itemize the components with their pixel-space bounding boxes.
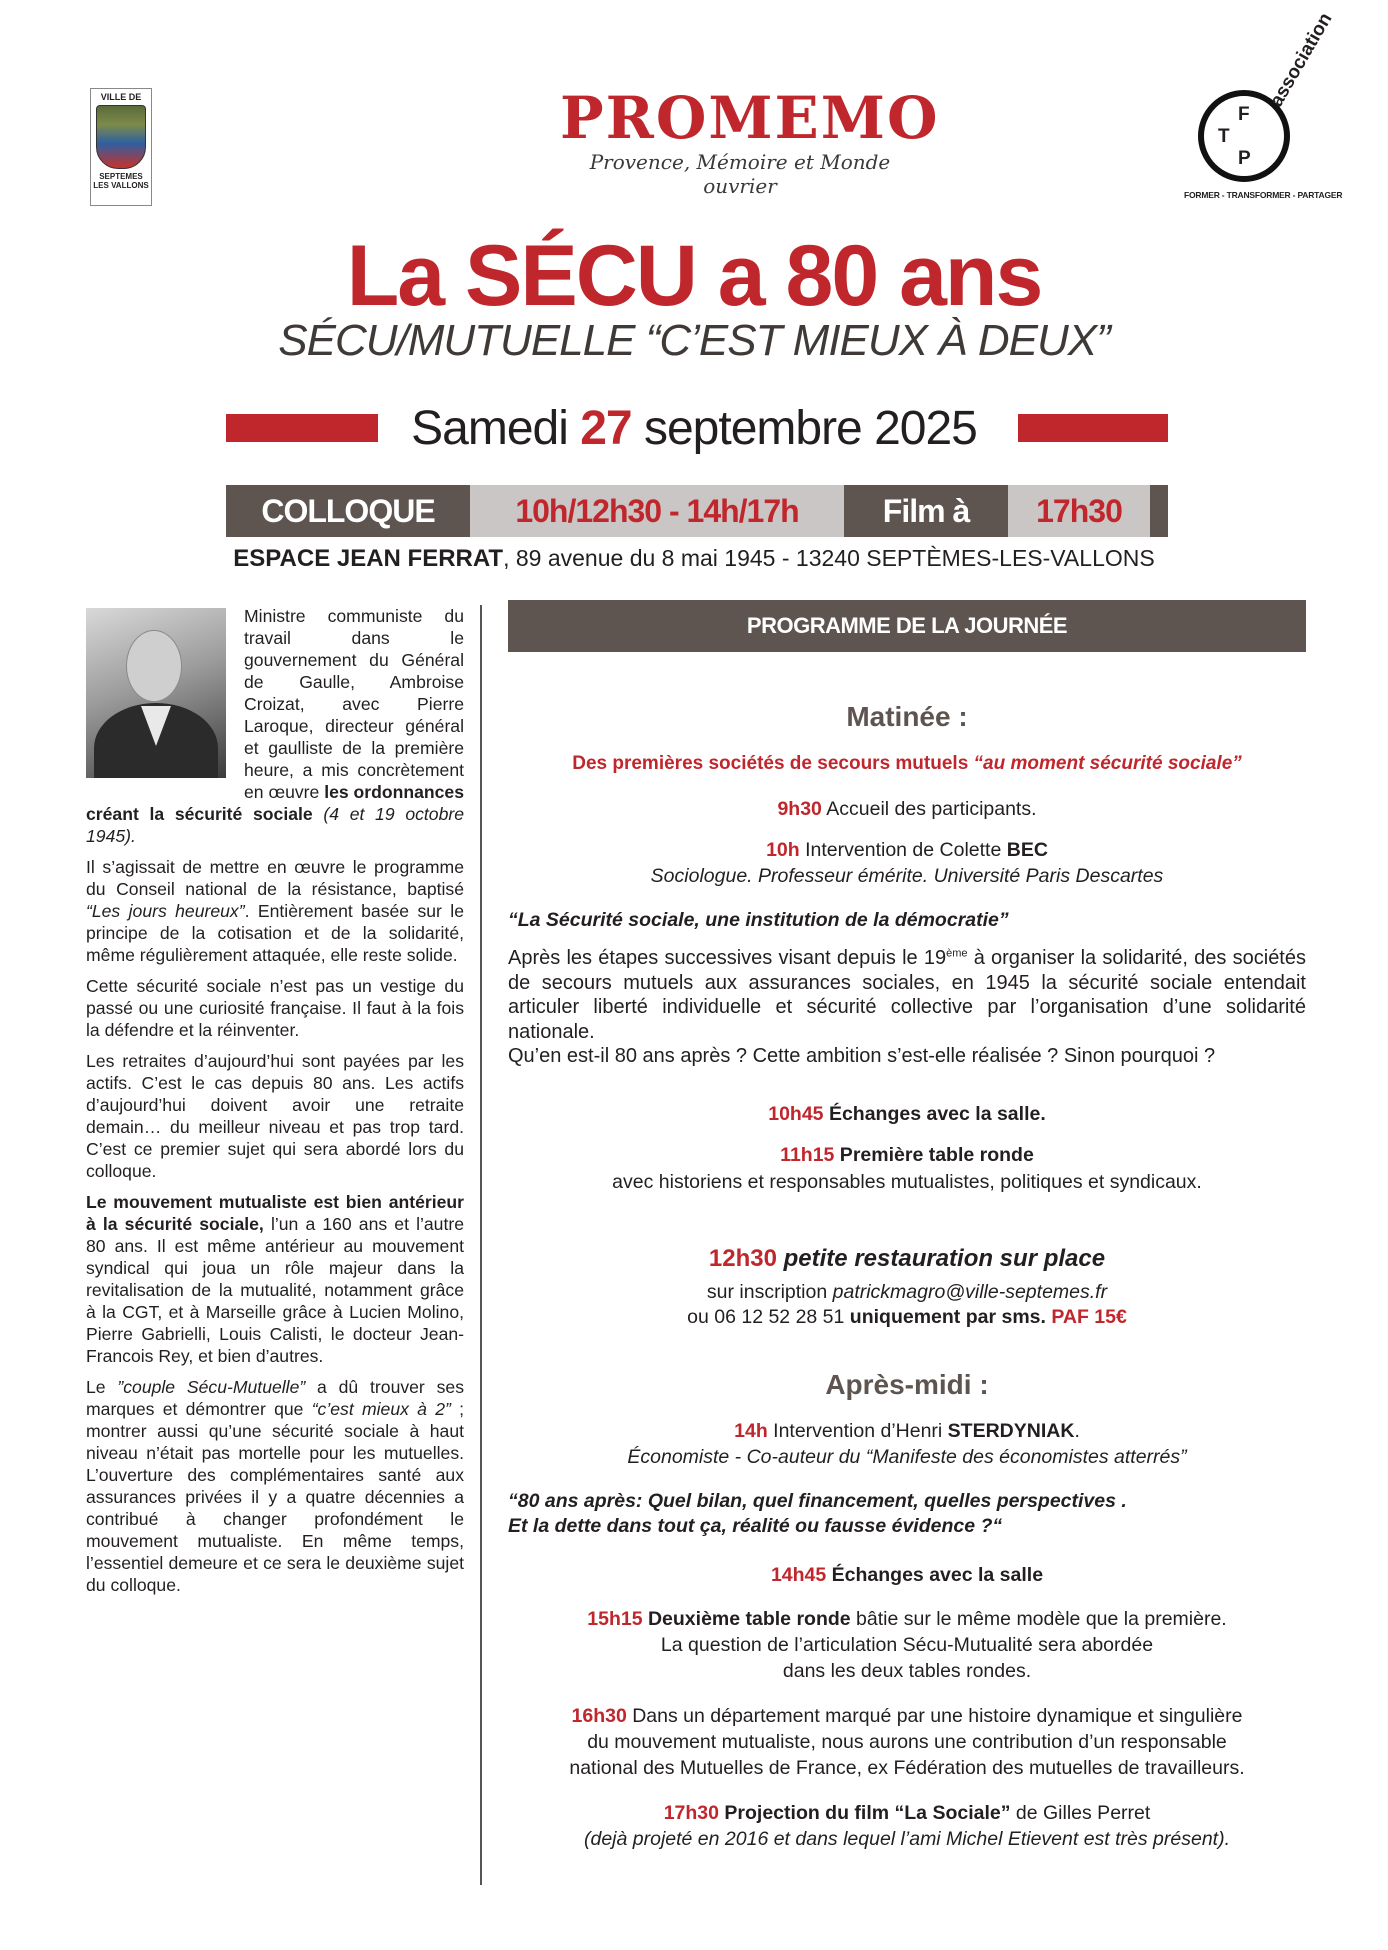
p5-text: l’un a 160 ans et l’autre 80 ans. Il est même antérieur au mouvement syndical qui joua un rôle majeur dans la revitalisation de la mutualité, notamment grâce à la CGT, et à Marseille grâce à Lucien Molino, Pierre Gabrielli, Louis Calisti, le docteur Jean-Francois Rey, et bien d’autres.: [86, 1214, 464, 1366]
echanges-2-text: Échanges avec la salle: [826, 1564, 1044, 1586]
phone-number: ou 06 12 52 28 51: [687, 1306, 850, 1328]
time-10h: 10h: [766, 839, 800, 861]
echanges-1-text: Échanges avec la salle.: [823, 1103, 1046, 1125]
sterdyniak-dot: .: [1074, 1420, 1080, 1442]
matinee-subtitle: [508, 752, 1306, 776]
film-director: de Gilles Perret: [1010, 1802, 1151, 1824]
venue-street: , 89 avenue du 8 mai 1945 - 13240 SEPTÈMES-LES-VALLONS: [503, 545, 1155, 571]
item-mutuelles: [508, 1704, 1306, 1728]
ftp-circle-icon: [1198, 9, 1337, 182]
p6-c: a dû trouver ses marques et démontrer que: [86, 1377, 464, 1419]
date-month-year: septembre 2025: [631, 402, 977, 455]
left-paragraph-3: Cette sécurité sociale n’est pas un vestige du passé ou une curiosité française. Il faut à la fois la défendre et la réinventer.: [86, 976, 464, 1040]
inscription-text: sur inscription: [706, 1281, 833, 1303]
film-bold: Projection du film: [719, 1802, 895, 1824]
time-10h45: 10h45: [768, 1103, 824, 1125]
schedule-bar: [226, 485, 1168, 537]
bec-name: BEC: [1006, 839, 1048, 861]
promemo-name: PROMEMO: [560, 84, 940, 152]
ftp-letter-f: F: [1238, 104, 1250, 125]
schedule-end-cap: [1150, 485, 1168, 537]
ftp-letter-p: P: [1238, 148, 1251, 169]
film-label: Film à: [844, 485, 1008, 537]
item-film: [508, 1801, 1306, 1825]
ville-logo-top-text: VILLE DE: [100, 92, 142, 102]
ftp-letter-t: T: [1218, 126, 1230, 147]
item-intervention-bec: [508, 838, 1306, 862]
program-heading: PROGRAMME DE LA JOURNÉE: [508, 600, 1306, 652]
left-paragraph-2: [86, 856, 464, 966]
item-table-ronde-2: [508, 1607, 1306, 1631]
matinee-heading: Matinée :: [846, 701, 968, 732]
left-column: [86, 605, 464, 1605]
quote-2: [508, 1489, 1306, 1538]
time-9h30: 9h30: [777, 798, 822, 820]
quote-1: “La Sécurité sociale, une institution de la démocratie”: [508, 909, 1009, 931]
date-weekday: Samedi: [411, 402, 581, 455]
time-16h30: 16h30: [571, 1705, 627, 1727]
ftp-association-label: association: [1266, 9, 1337, 111]
sterdyniak-text: Intervention d’Henri: [767, 1420, 948, 1442]
portrait-head: [126, 630, 182, 702]
p2-text: Il s’agissait de mettre en œuvre le programme du Conseil national de la résistance, baptisé: [86, 857, 464, 899]
p1-dates: (4 et 19 octobre 1945).: [86, 804, 464, 846]
time-17h30: 17h30: [663, 1802, 719, 1824]
quote-2-line-1: “80 ans après: Quel bilan, quel financement, quelles perspectives .: [508, 1490, 1127, 1512]
table-ronde-2-line-2: La question de l’articulation Sécu-Mutualité sera abordée: [660, 1634, 1154, 1656]
time-14h: 14h: [734, 1420, 768, 1442]
table-ronde-2-text: bâtie sur le même modèle que la première.: [850, 1608, 1227, 1630]
sterdyniak-name: STERDYNIAK: [947, 1420, 1075, 1442]
p5-bold: Le mouvement mutualiste est bien antérieur à la sécurité sociale,: [86, 1192, 464, 1234]
sms-only: uniquement par sms.: [849, 1306, 1046, 1328]
table-ronde-2-bold: Deuxième table ronde: [642, 1608, 851, 1630]
promemo-tagline: Provence, Mémoire et Monde ouvrier: [589, 150, 891, 198]
film-note: (dejà projeté en 2016 et dans lequel l’ami Michel Etievent est très présent).: [583, 1828, 1231, 1850]
page-title: La SÉCU a 80 ans: [346, 228, 1042, 324]
coat-of-arms-icon: [96, 105, 146, 169]
item-intervention-sterdyniak: [508, 1419, 1306, 1443]
colloque-label: COLLOQUE: [226, 485, 470, 537]
venue-name: ESPACE JEAN FERRAT: [233, 545, 504, 572]
venue-address: [0, 543, 1388, 574]
event-date: [0, 400, 1388, 458]
para1-a: Après les étapes successives visant depuis le 19: [508, 947, 947, 969]
matinee-sub-a: Des premières sociétés de secours mutuels: [572, 753, 974, 774]
date-row: [0, 400, 1388, 460]
item-accueil: [508, 797, 1306, 821]
item-echanges-2: [508, 1563, 1306, 1587]
bec-text: Intervention de Colette: [799, 839, 1007, 861]
restauration-text: petite restauration sur place: [776, 1245, 1106, 1272]
table-ronde-1-text: Première table ronde: [834, 1144, 1034, 1166]
left-paragraph-4: Les retraites d’aujourd’hui sont payées par les actifs. C’est le cas depuis 80 ans. Les actifs d’aujourd’hui doivent avoir une retraite demain… du meilleur niveau et pas trop tard. C’est ce premier sujet qui sera abordé lors du colloque.: [86, 1051, 464, 1181]
matinee-sub-b: “au moment sécurité sociale”: [973, 753, 1242, 774]
table-ronde-2-line-3: dans les deux tables rondes.: [782, 1660, 1032, 1682]
p6-d: “c’est mieux à 2”: [311, 1399, 451, 1419]
ftp-tagline: FORMER - TRANSFORMER - PARTAGER: [1184, 190, 1343, 200]
time-15h15: 15h15: [587, 1608, 643, 1630]
promemo-logo: [560, 84, 940, 198]
column-divider: [480, 605, 482, 1885]
colloque-hours: 10h/12h30 - 14h/17h: [470, 485, 844, 537]
ville-logo-bottom-text: SEPTEMES LES VALLONS: [93, 172, 149, 190]
film-hour: 17h30: [1008, 485, 1150, 537]
p2-text-end: . Entièrement basée sur le principe de la cotisation et de la solidarité, même régulièrement attaquée, elle reste solide.: [86, 901, 464, 965]
film-title: “La Sociale”: [894, 1802, 1011, 1824]
mutuelles-line-3: national des Mutuelles de France, ex Fédération des mutuelles de travailleurs.: [569, 1757, 1245, 1779]
mutuelles-line-2: du mouvement mutualiste, nous aurons une contribution d’un responsable: [587, 1731, 1227, 1753]
p1-bold: les ordonnances créant la sécurité sociale: [86, 782, 465, 824]
time-14h45: 14h45: [770, 1564, 827, 1586]
left-paragraph-6: [86, 1376, 464, 1596]
inscription-line: [508, 1280, 1306, 1304]
para1-sup: ème: [946, 947, 968, 960]
table-ronde-1-sub: avec historiens et responsables mutualistes, politiques et syndicaux.: [612, 1171, 1202, 1193]
mutuelles-text: Dans un département marqué par une histoire dynamique et singulière: [626, 1705, 1243, 1727]
left-paragraph-5: [86, 1191, 464, 1367]
para1-b: à organiser la solidarité, des sociétés de secours mutuels aux assurances sociales, en 1945 la sécurité sociale entendait articuler liberté individuelle et sécurité collective par l’organisation d’une solidarité nationale.: [508, 947, 1306, 1043]
p6-b: ”couple Sécu-Mutuelle”: [117, 1377, 306, 1397]
p6-e: ; montrer aussi qu’une sécurité sociale à haut niveau n’était pas mortelle pour les mutuelles. L’ouverture des complémentaires santé aux assurances privées il y a quatre décennies a contribué à changer profondément le mouvement mutualiste. En même temps, l’essentiel demeure et ce sera le deuxième sujet du colloque.: [86, 1399, 465, 1595]
paf-price: PAF 15€: [1045, 1306, 1127, 1328]
intro-paragraph: [508, 946, 1306, 1069]
quote-2-line-2: Et la dette dans tout ça, réalité ou fausse évidence ?“: [508, 1514, 1003, 1537]
sterdyniak-role: Économiste - Co-auteur du “Manifeste des économistes atterrés”: [627, 1446, 1187, 1468]
bec-role: Sociologue. Professeur émérite. Université Paris Descartes: [650, 865, 1164, 887]
accueil-text: Accueil des participants.: [821, 798, 1037, 820]
para1-c: Qu’en est-il 80 ans après ? Cette ambition s’est-elle réalisée ? Sinon pourquoi ?: [508, 1045, 1216, 1067]
p6-a: Le: [86, 1377, 118, 1397]
item-restauration: [508, 1247, 1306, 1271]
date-day: 27: [580, 402, 632, 455]
ambroise-croizat-portrait: [86, 608, 226, 778]
time-12h30: 12h30: [708, 1245, 777, 1272]
phone-line: [508, 1305, 1306, 1329]
p1-text: Ministre communiste du travail dans le gouvernement du Général de Gaulle, Ambroise Croizat, avec Pierre Laroque, directeur général et gaulliste de la première heure, a mis concrètement en œuvre: [244, 606, 464, 802]
inscription-email: patrickmagro@ville-septemes.fr: [832, 1281, 1108, 1303]
ftp-logo: [1184, 9, 1343, 210]
item-table-ronde-1: [508, 1143, 1306, 1167]
time-11h15: 11h15: [780, 1144, 835, 1166]
item-echanges-1: [508, 1102, 1306, 1126]
page-subtitle: SÉCU/MUTUELLE “C’EST MIEUX À DEUX”: [278, 316, 1110, 365]
p2-italic: “Les jours heureux”: [86, 901, 245, 921]
ville-septemes-logo: [90, 88, 152, 206]
apresmidi-heading: Après-midi :: [825, 1369, 989, 1400]
